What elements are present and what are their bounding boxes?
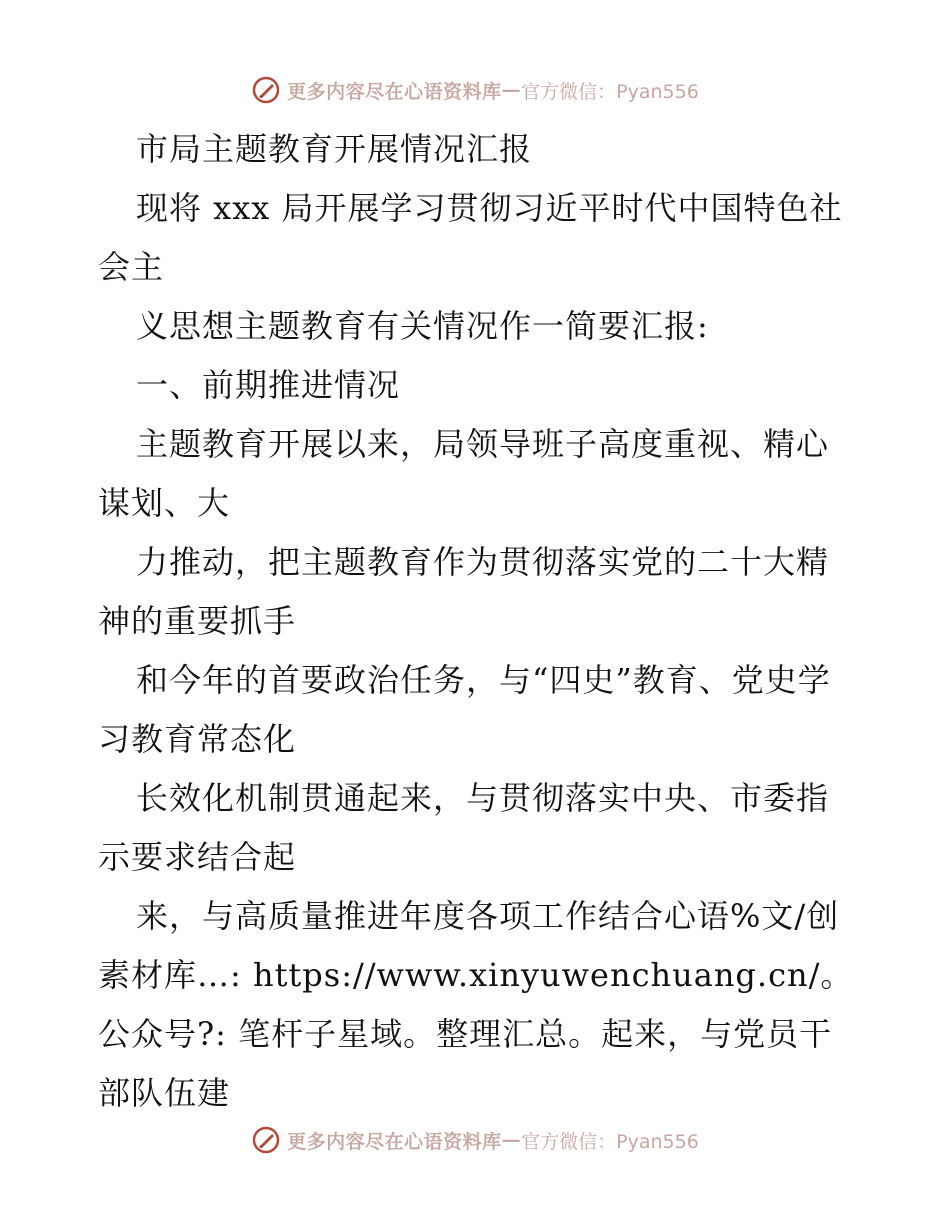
doc-paragraph: 现将 xxx 局开展学习贯彻习近平时代中国特色社会主 <box>98 189 843 286</box>
doc-paragraph: 和今年的首要政治任务，与“四史”教育、党史学习教育常态化 <box>98 661 831 758</box>
header-watermark <box>0 70 950 110</box>
footer-watermark <box>0 1120 950 1160</box>
doc-section-heading: 一、前期推进情况 <box>136 366 401 404</box>
pen-logo-icon <box>251 1125 281 1155</box>
pen-logo-icon <box>251 75 281 105</box>
watermark-contact: 官方微信：Pyan556 <box>521 80 699 103</box>
watermark-contact: 官方微信：Pyan556 <box>521 1130 699 1153</box>
watermark-dash: — <box>501 1129 522 1151</box>
doc-paragraph: 力推动，把主题教育作为贯彻落实党的二十大精神的重要抓手 <box>98 543 830 640</box>
doc-paragraph: 义思想主题教育有关情况作一简要汇报: <box>136 307 709 345</box>
watermark-dash: — <box>501 79 522 101</box>
watermark-title: 更多内容尽在心语资料库 <box>287 1130 502 1153</box>
doc-paragraph: 来，与高质量推进年度各项工作结合心语%文/创素材库…: https://www.xinyuwenchuang.cn/。公众号?: 笔杆子星域。整理汇总。起来，与党员干部队伍建 <box>98 897 854 1112</box>
doc-paragraph: 长效化机制贯通起来，与贯彻落实中央、市委指示要求结合起 <box>98 779 830 876</box>
doc-paragraph: 主题教育开展以来，局领导班子高度重视、精心谋划、大 <box>98 425 830 522</box>
watermark-title: 更多内容尽在心语资料库 <box>287 80 502 103</box>
document-body <box>98 120 858 1123</box>
doc-title: 市局主题教育开展情况汇报 <box>136 130 533 168</box>
